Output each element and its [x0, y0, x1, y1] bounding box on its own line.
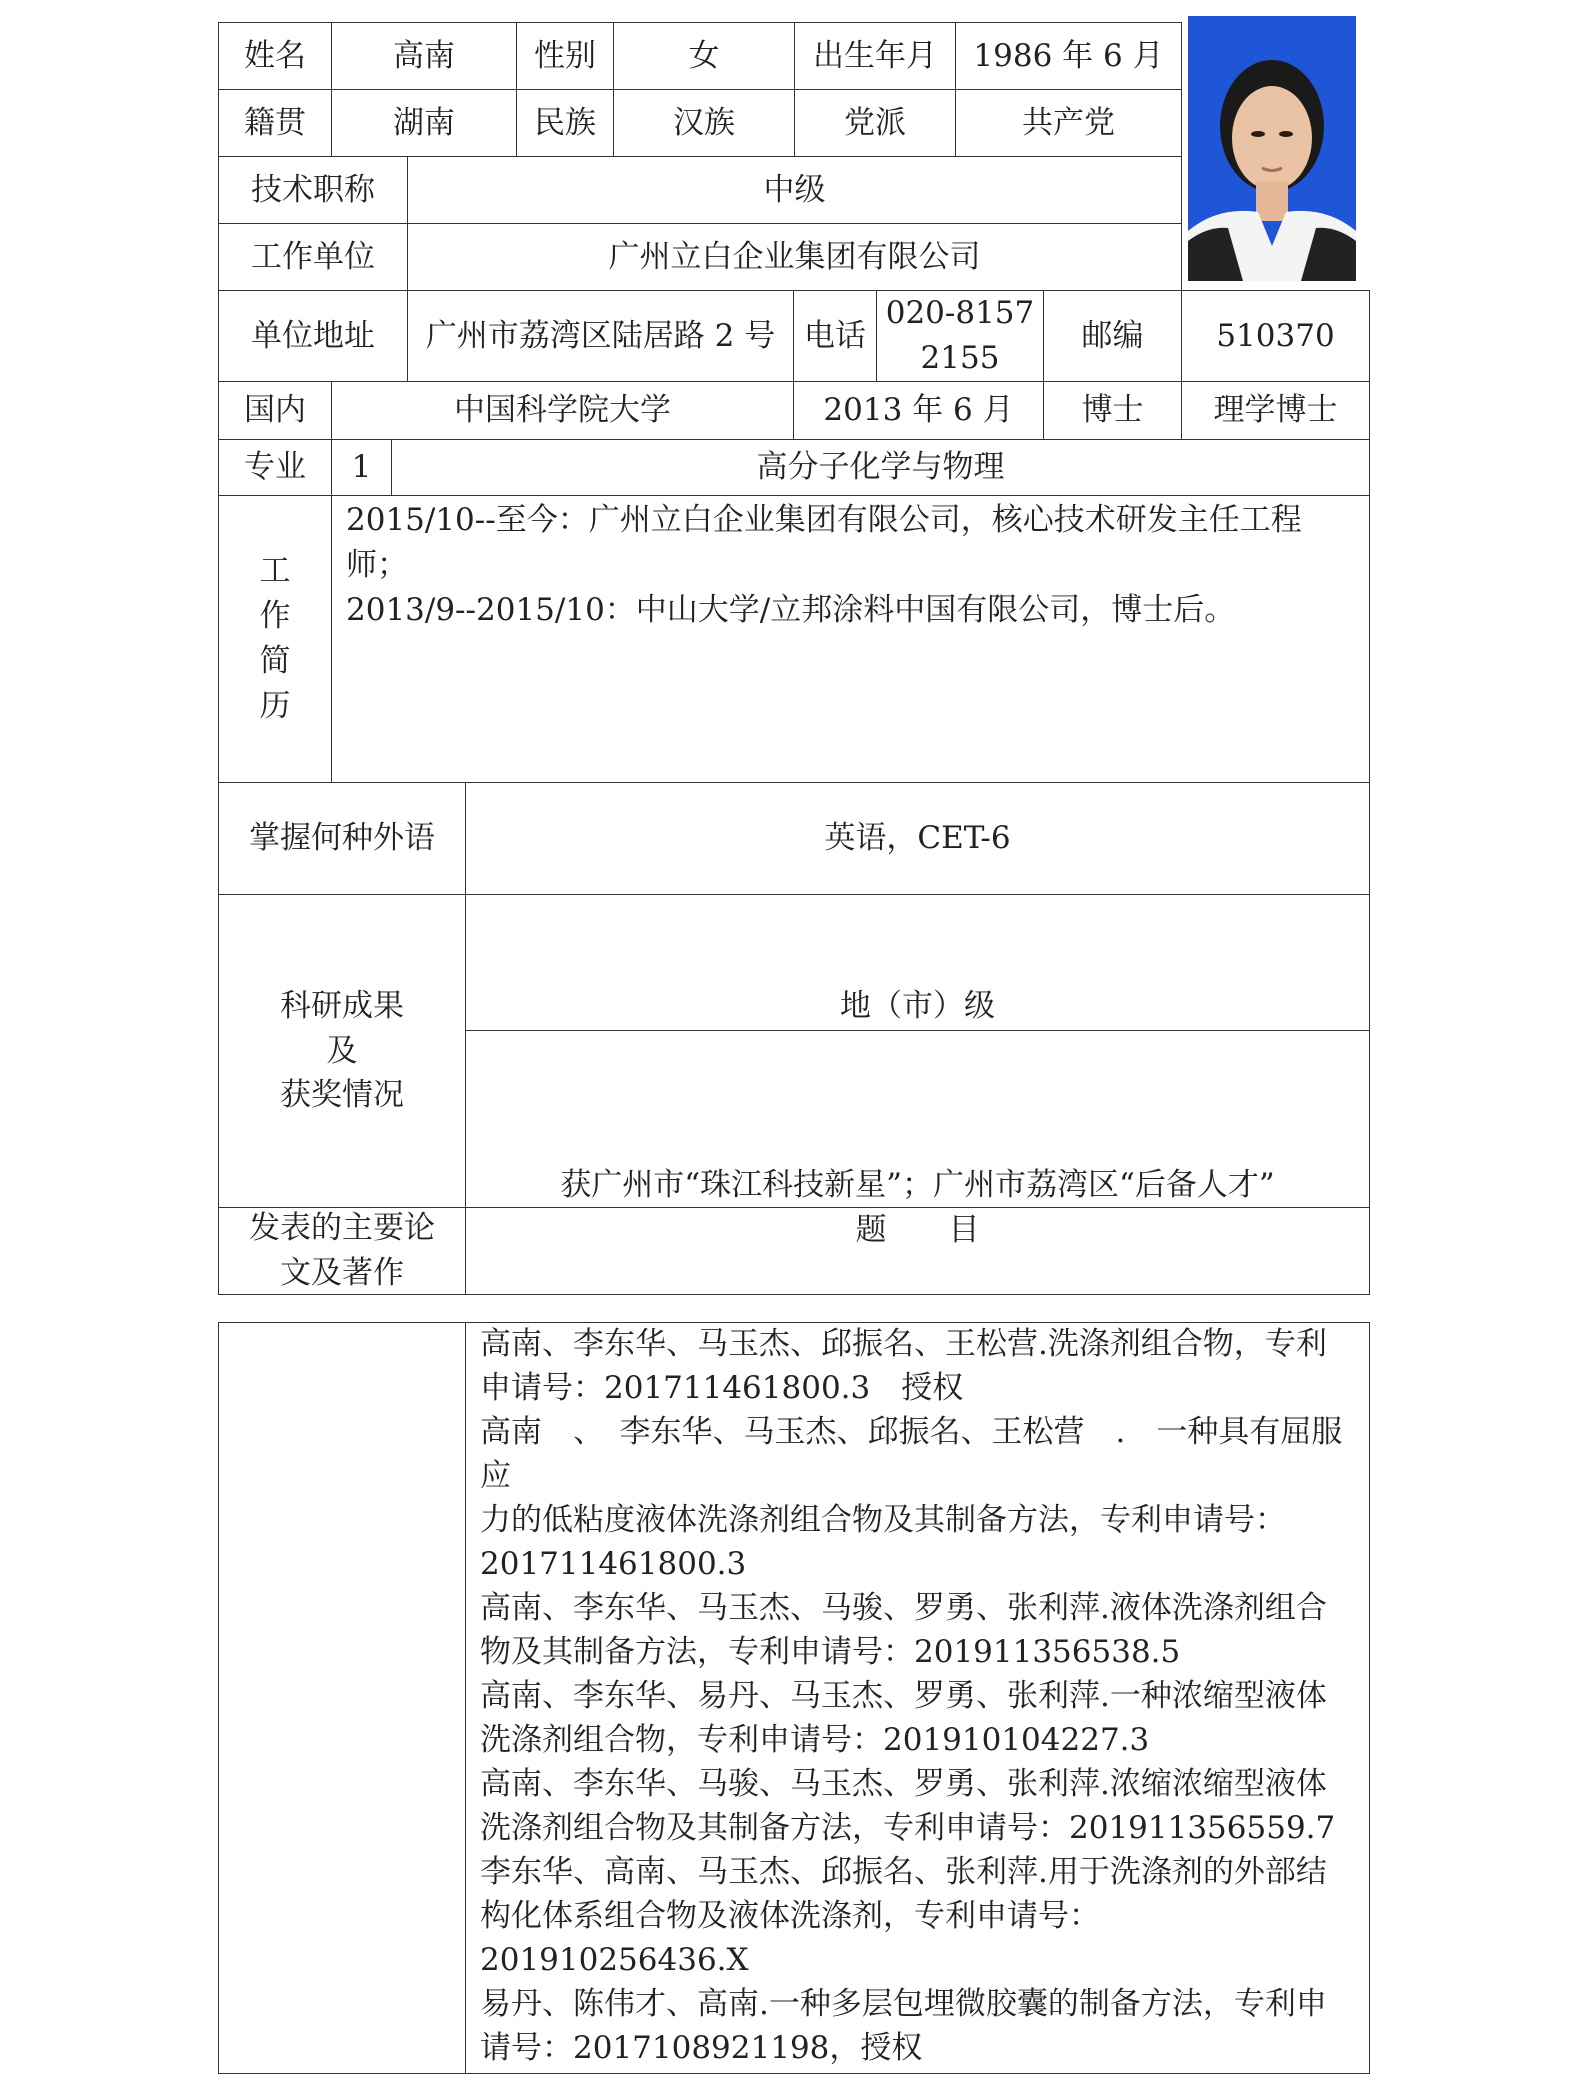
- phone-line-1: 020-8157: [885, 295, 1035, 332]
- ethnic-label: 民族: [516, 89, 614, 157]
- awards-label-line: 及: [326, 1032, 358, 1069]
- degree-name-value: 理学博士: [1181, 381, 1370, 440]
- publication-line: 洗涤剂组合物，专利申请号：201910104227.3: [480, 1722, 1150, 1758]
- party-label: 党派: [794, 89, 956, 157]
- awards-label-line: 获奖情况: [280, 1077, 404, 1114]
- awards-detail: 获广州市“珠江科技新星”；广州市荔湾区“后备人才”: [465, 1030, 1370, 1208]
- publications-label-continued: [218, 1322, 466, 2074]
- phone-line-2: 2155: [920, 340, 1000, 376]
- address-value: 广州市荔湾区陆居路 2 号: [407, 290, 794, 382]
- awards-level: 地（市）级: [465, 894, 1370, 1031]
- publication-line: 高南 、 李东华、马玉杰、邱振名、王松营 . 一种具有屈服应: [480, 1414, 1343, 1494]
- publications-label-line: 发表的主要论: [249, 1210, 435, 1247]
- publication-line: 高南、李东华、马玉杰、马骏、罗勇、张利萍.液体洗涤剂组合: [480, 1590, 1327, 1626]
- work-history: [331, 495, 1370, 783]
- awards-label: [218, 894, 466, 1208]
- publication-line: 201711461800.3: [480, 1546, 747, 1582]
- major-index: 1: [331, 439, 392, 496]
- birth-label: 出生年月: [794, 22, 956, 90]
- native-label: 籍贯: [218, 89, 332, 157]
- publications-header: 题 目: [465, 1207, 1370, 1295]
- phone-value: [876, 290, 1044, 382]
- ethnic-value: 汉族: [613, 89, 795, 157]
- title-label: 技术职称: [218, 156, 408, 224]
- degree-value: 博士: [1043, 381, 1182, 440]
- domestic-label: 国内: [218, 381, 332, 440]
- publications-lines: [480, 1322, 1368, 2070]
- publications-label-line: 文及著作: [280, 1255, 404, 1291]
- gender-label: 性别: [516, 22, 614, 90]
- publication-line: 易丹、陈伟才、高南.一种多层包埋微胶囊的制备方法，专利申: [480, 1986, 1327, 2022]
- zip-label: 邮编: [1043, 290, 1182, 382]
- gender-value: 女: [613, 22, 795, 90]
- publication-line: 构化体系组合物及液体洗涤剂，专利申请号：201910256436.X: [480, 1898, 1100, 1978]
- phone-label: 电话: [793, 290, 877, 382]
- publication-line: 力的低粘度液体洗涤剂组合物及其制备方法，专利申请号：: [480, 1502, 1286, 1538]
- publication-line: 申请号：201711461800.3 授权: [480, 1370, 964, 1406]
- publication-line: 高南、李东华、马骏、马玉杰、罗勇、张利萍.浓缩浓缩型液体: [480, 1766, 1327, 1802]
- language-value: 英语，CET-6: [465, 782, 1370, 895]
- address-label: 单位地址: [218, 290, 408, 382]
- school-value: 中国科学院大学: [331, 381, 794, 440]
- name-label: 姓名: [218, 22, 332, 90]
- awards-label-line: 科研成果: [280, 987, 404, 1024]
- birth-value: 1986 年 6 月: [955, 22, 1182, 90]
- work-line: 2013/9--2015/10：中山大学/立邦涂料中国有限公司，博士后。: [346, 591, 1236, 628]
- publication-line: 物及其制备方法，专利申请号：201911356538.5: [480, 1634, 1181, 1670]
- graduation-date: 2013 年 6 月: [793, 381, 1044, 440]
- work-label-char: 简: [259, 643, 291, 679]
- work-label-char: 作: [259, 598, 291, 635]
- native-value: 湖南: [331, 89, 517, 157]
- party-value: 共产党: [955, 89, 1182, 157]
- work-label-char: 工: [259, 553, 291, 590]
- major-value: 高分子化学与物理: [391, 439, 1370, 496]
- portrait-photo: [1188, 16, 1356, 281]
- work-label-char: 历: [259, 687, 291, 724]
- publication-line: 高南、李东华、易丹、马玉杰、罗勇、张利萍.一种浓缩型液体: [480, 1678, 1327, 1714]
- employer-label: 工作单位: [218, 223, 408, 291]
- name-value: 高南: [331, 22, 517, 90]
- publications-label: [218, 1207, 466, 1295]
- language-label: 掌握何种外语: [218, 782, 466, 895]
- publication-line: 洗涤剂组合物及其制备方法，专利申请号：201911356559.7: [480, 1810, 1336, 1846]
- publication-line: 请号：2017108921198，授权: [480, 2030, 923, 2066]
- publication-line: 李东华、高南、马玉杰、邱振名、张利萍.用于洗涤剂的外部结: [480, 1854, 1327, 1890]
- work-line: 2015/10--至今：广州立白企业集团有限公司，核心技术研发主任工程师；: [346, 502, 1302, 583]
- major-label: 专业: [218, 439, 332, 496]
- employer-value: 广州立白企业集团有限公司: [407, 223, 1182, 291]
- zip-value: 510370: [1181, 290, 1370, 382]
- title-value: 中级: [407, 156, 1182, 224]
- publication-line: 高南、李东华、马玉杰、邱振名、王松营.洗涤剂组合物，专利: [480, 1326, 1327, 1362]
- work-label: [218, 495, 332, 783]
